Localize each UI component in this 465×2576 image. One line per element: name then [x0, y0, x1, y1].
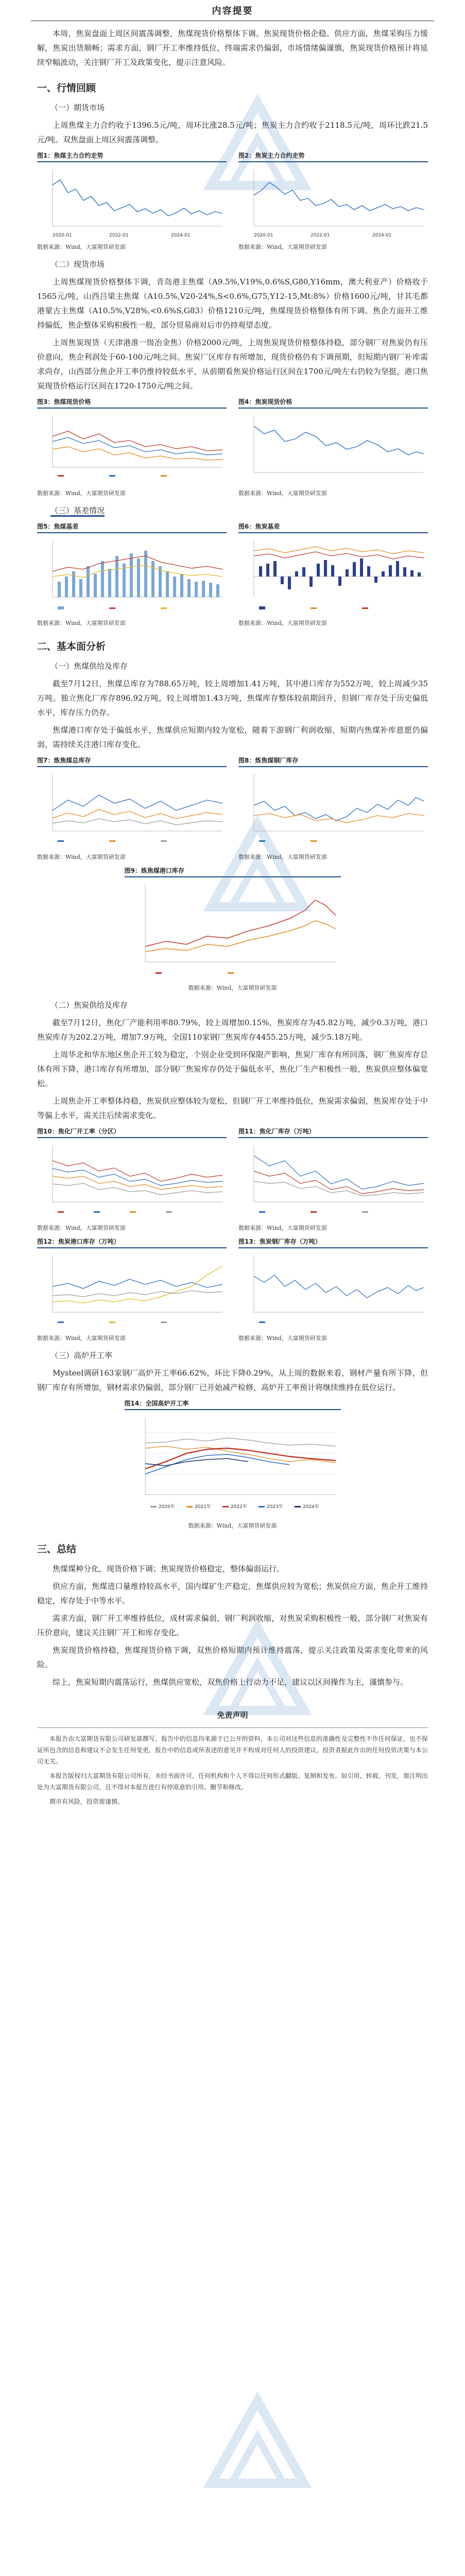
chart-coal-port-inventory [125, 866, 341, 982]
watermark-logo-icon [201, 2380, 314, 2514]
chart-coke-basis [238, 522, 428, 618]
section-heading: 三、总结 [37, 1544, 77, 1555]
body-paragraph: 上周焦煤主力合约收于1396.5元/吨，周环比涨28.5元/吨；焦炭主力合约收于2118.5元/吨，周环比跌21.5元/吨。双焦盘面上周区间震荡调整。 [37, 121, 428, 144]
chart-coke-plant-inventory [238, 1127, 428, 1223]
chart-title: 图1：焦煤主力合约走势 [37, 151, 227, 162]
disclaimer-paragraph: 本报告版权归大富期货有限公司所有，未经书面许可，任何机构和个人不得以任何形式翻版、复制和发布。如引用、转载、刊发，需注明出处为大富期货有限公司，且不得对本报告进行有悖原意的引用、删节和修改。 [37, 1772, 428, 1791]
subsection-heading [50, 503, 428, 518]
body-paragraph: 截至7月12日，焦煤总库存为788.65万吨，较上周增加1.41万吨，其中港口库存为552万吨，较上周减少35万吨。独立焦化厂库存896.92万吨，较上周增加1.43万吨，焦煤库存整体较前期回升，但钢厂库存处于历史偏低水平，库存压力仍存。 [37, 679, 428, 717]
line-chart [37, 769, 227, 852]
chart-title: 图14：全国高炉开工率 [125, 1399, 341, 1410]
legend-label: 2021年 [194, 1504, 211, 1510]
chart-source: 数据来源：Wind，大富期货研发部 [37, 1335, 126, 1342]
svg-text:2022-01: 2022-01 [311, 233, 330, 238]
legend-label: 2024年 [302, 1504, 319, 1510]
chart-coal-mill-inventory [238, 756, 428, 852]
chart-source: 数据来源：Wind，大富期货研发部 [37, 244, 126, 250]
chart-row [37, 522, 428, 618]
summary-paragraph: 本周，焦炭盘面上周区间震荡调整，焦煤现货价格整体下调。焦炭现货价格企稳。供应方面，焦煤采购压力缓解，焦炭出货顺畅；需求方面，钢厂开工率维持低位，终端需求仍偏弱，市场情绪偏谨慎，焦炭现货价格预计将延续窄幅波动，关注钢厂开工及政策变化，提示注意风险。 [37, 29, 428, 67]
svg-text:2024-01: 2024-01 [372, 233, 392, 238]
chart-row [37, 397, 428, 488]
legend-label: 2022年 [230, 1504, 247, 1510]
chart-title: 图5：焦煤基差 [37, 522, 227, 533]
chart-coke-mill-inventory [238, 1237, 428, 1333]
chart-coking-coal-basis [37, 522, 227, 618]
disclaimer-paragraph: 本报告由大富期货有限公司研发部撰写，报告中的信息均来源于已公开的资料，本公司对这些信息的准确性及完整性不作任何保证，也不保证所包含的信息和建议不会发生任何变更。报告中的信息或所表述的意见并不构成对任何人的投资建议，投资者据此作出的任何投资决策与本公司无关。 [37, 1735, 428, 1765]
line-chart [125, 879, 341, 982]
chart-coke-spot [238, 397, 428, 488]
source-row [37, 853, 428, 862]
chart-source: 数据来源：Wind，大富期货研发部 [238, 1335, 327, 1342]
line-chart [37, 411, 227, 488]
line-chart [37, 164, 227, 242]
chart-source: 数据来源：Wind，大富期货研发部 [238, 854, 327, 860]
page-title: 内容提要 [212, 6, 253, 16]
chart-coal-total-inventory [37, 756, 227, 852]
section-heading: 一、行情回顾 [37, 82, 96, 94]
chart-source: 数据来源：Wind，大富期货研发部 [37, 620, 126, 626]
body-paragraph: 供应方面，焦煤进口量维持较高水平，国内煤矿生产稳定，焦煤供应较为宽松；焦炭供应方面，焦企开工维持稳定，库存处于中等水平。 [37, 1582, 428, 1605]
chart-source: 数据来源：Wind，大富期货研发部 [238, 620, 327, 626]
line-chart [37, 1250, 227, 1333]
line-chart [238, 164, 428, 242]
bar-line-chart [37, 535, 227, 618]
line-chart [238, 1140, 428, 1223]
chart-source: 数据来源：Wind，大富期货研发部 [238, 490, 327, 497]
bar-line-chart [238, 535, 428, 618]
body-paragraph: 上周焦企开工率整体持稳，焦炭供应整体较为宽松，但钢厂开工率维持低位，焦炭需求偏弱，焦炭库存处于中等偏上水平，需关注后续需求变化。 [37, 1096, 428, 1120]
body-paragraph: 截至7月12日，焦化厂产能利用率80.79%，较上周增加0.15%，焦炭库存为45.82万吨，减少0.3万吨，港口焦炭库存为202.2万吨，增加7.9万吨，全国110家钢厂焦炭库存4455.25万吨，减少5.18万吨。 [37, 1018, 428, 1042]
chart-source: 数据来源：Wind，大富期货研发部 [188, 985, 277, 991]
disclaimer-divider [37, 1727, 428, 1728]
chart-title: 图8：炼焦煤钢厂库存 [238, 756, 428, 767]
chart-coke-futures [238, 151, 428, 242]
chart-source: 数据来源：Wind，大富期货研发部 [37, 854, 126, 860]
chart-coke-port-inventory [37, 1237, 227, 1333]
subsection-heading: （三）高炉开工率 [50, 1351, 113, 1360]
line-chart [238, 769, 428, 852]
chart-coke-plant-utilization [37, 1127, 227, 1223]
body-paragraph: 焦煤煤种分化，现货价格下调；焦炭现货价格稳定，整体偏弱运行。 [53, 1564, 285, 1573]
subsection-heading: （一）期货市场 [50, 103, 105, 112]
disclaimer-title: 免责声明 [217, 1710, 248, 1720]
body-paragraph: 综上，焦炭短期内震荡运行，焦煤供应宽松，双焦价格上行动力不足，建议以区间操作为主，谨慎参与。 [53, 1677, 408, 1687]
chart-title: 图6：焦炭基差 [238, 522, 428, 533]
chart-title: 图12：焦炭港口库存（万吨） [37, 1237, 227, 1248]
chart-blast-furnace-utilization [125, 1399, 341, 1520]
chart-row [37, 756, 428, 852]
svg-text:2020-01: 2020-01 [254, 233, 273, 238]
body-paragraph: 上周焦煤现货价格整体下调，青岛港主焦煤（A9.5%,V19%,0.6%S,G80,Y16mm，澳大利亚产）价格收于1565元/吨，山西吕梁主焦煤（A10.5%,V20-24%,S<0.6%,G75,Y12-15,Mt:8%）价格1600元/吨，甘其毛都港蒙古主焦煤（A10.5%,V28%,<0.6%S,G83）价格1210元/吨，焦煤现货价格整体有所下调。焦企方面开工维持偏低，焦企整体采购积极性一般，部分贸易商对后市仍持观望态度。 [37, 277, 428, 330]
subsection-heading: （二）现货市场 [50, 260, 105, 269]
chart-source: 数据来源：Wind，大富期货研发部 [37, 490, 126, 497]
chart-title: 图4：焦炭现货价格 [238, 397, 428, 409]
chart-title: 图10：焦化厂开工率（分区） [37, 1127, 227, 1138]
legend-label: 2023年 [266, 1504, 283, 1510]
chart-title: 图3：焦煤现货价格 [37, 397, 227, 409]
chart-source: 数据来源：Wind，大富期货研发部 [238, 1225, 327, 1231]
body-paragraph: 上周华北和华东地区焦企开工较为稳定，个别企业受到环保限产影响，焦炭厂库存有所回落，钢厂焦炭库存总体有所下降，港口库存有所增加，部分钢厂焦炭库存仍处于偏低水平，焦化厂生产积极性一般，焦炭供应整体偏宽松。 [37, 1050, 428, 1088]
chart-title: 图11：焦化厂库存（万吨） [238, 1127, 428, 1138]
subsection-heading: （二）焦炭供给及库存 [50, 1001, 128, 1010]
body-paragraph: 需求方面，钢厂开工率维持低位，成材需求偏弱，钢厂利润收缩，对焦炭采购积极性一般，部分钢厂对焦炭有压价意向，建议关注钢厂开工和库存变化。 [37, 1614, 428, 1637]
chart-row [37, 1237, 428, 1333]
chart-source: 数据来源：Wind，大富期货研发部 [238, 244, 327, 250]
disclaimer-paragraph: 期市有风险，投资需谨慎。 [49, 1798, 124, 1805]
svg-text:2024-01: 2024-01 [171, 233, 191, 238]
chart-row [37, 1127, 428, 1223]
chart-coking-coal-futures [37, 151, 227, 242]
line-chart [238, 1250, 428, 1333]
subsection-heading: （一）焦煤供给及库存 [50, 662, 128, 671]
subsection-label: （三）基差情况 [50, 506, 105, 517]
svg-text:2022-01: 2022-01 [109, 233, 129, 238]
chart-title: 图13：焦炭钢厂库存（万吨） [238, 1237, 428, 1248]
chart-title: 图7：炼焦煤总库存 [37, 756, 227, 767]
body-paragraph: 焦煤港口库存处于偏低水平，焦煤供应短期内较为宽松，随着下游钢厂利润收缩，短期内焦煤补库意愿仍偏弱，需持续关注港口库存变化。 [37, 725, 428, 749]
source-row [37, 619, 428, 628]
chart-coking-coal-spot [37, 397, 227, 488]
svg-text:2020-01: 2020-01 [53, 233, 72, 238]
source-row [37, 1334, 428, 1343]
body-paragraph: 焦炭现货价格持稳，焦煤现货价格下调，双焦价格短期内预计维持震荡，提示关注政策及需求变化带来的风险。 [37, 1646, 428, 1669]
chart-source: 数据来源：Wind，大富期货研发部 [188, 1522, 277, 1529]
chart-title: 图2：焦炭主力合约走势 [238, 151, 428, 162]
body-paragraph: Mysteel调研163家钢厂高炉开工率66.62%，环比下降0.29%，从上周的数据来看，钢材产量有所下降，但钢厂库存有所增加，钢材需求仍偏弱，部分钢厂已开始减产检修，高炉开工率预计将继续维持在低位运行。 [37, 1368, 428, 1392]
line-chart [37, 1140, 227, 1223]
line-chart [125, 1412, 341, 1520]
report-content [0, 21, 465, 1807]
body-paragraph: 上周焦炭现货（天津港准一级冶金焦）价格2000元/吨，上周焦炭现货价格整体持稳，部分钢厂对焦炭仍有压价意向，焦企利润处于60-100元/吨之间。焦炭厂区库存有所增加，现货价格仍有下调预期，但短期内钢厂补库需求尚存，山西部分焦企开工率仍维持较低水平，从前期看焦炭价格运行区间在1700元/吨左右仍较为坚挺，港口焦炭现货价格运行区间在1720-1750元/吨之间。 [37, 338, 428, 391]
chart-row [37, 151, 428, 242]
source-row [37, 1224, 428, 1233]
source-row [37, 243, 428, 252]
line-chart [238, 411, 428, 488]
section-heading: 二、基本面分析 [37, 641, 106, 652]
chart-source: 数据来源：Wind，大富期货研发部 [37, 1225, 126, 1231]
source-row [37, 489, 428, 498]
chart-title: 图9：炼焦煤港口库存 [125, 866, 341, 877]
legend-label: 2020年 [158, 1504, 175, 1510]
